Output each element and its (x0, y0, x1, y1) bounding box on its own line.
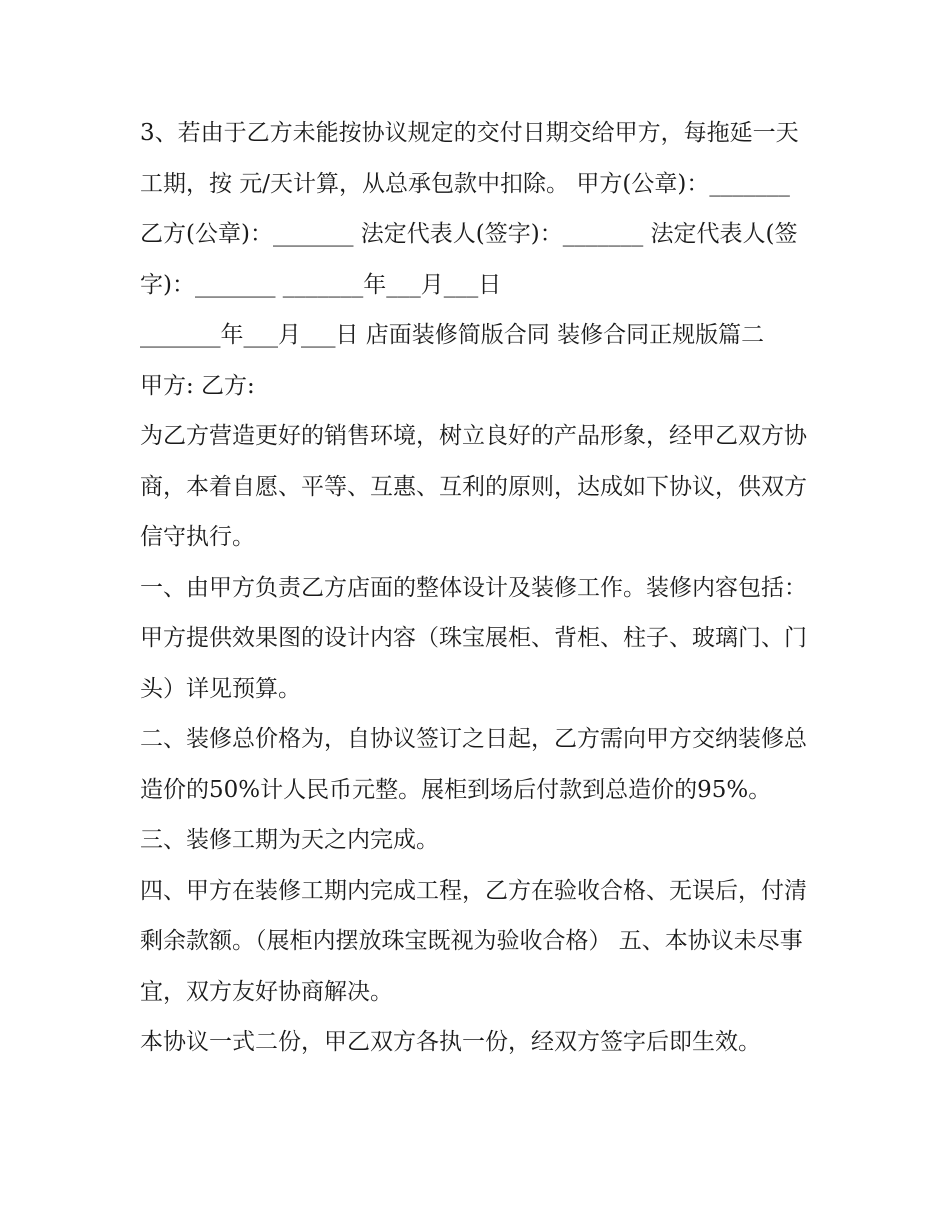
paragraph-clause-four-five: 四、甲方在装修工期内完成工程，乙方在验收合格、无误后，付清剩余款额。（展柜内摆放珠宝既视为验收合格） 五、本协议未尽事宜，双方友好协商解决。 (140, 877, 807, 1005)
paragraph-parties: 甲方: 乙方: (140, 372, 255, 399)
paragraph-copies: 本协议一式二份，甲乙双方各执一份，经双方签字后即生效。 (140, 1029, 761, 1055)
paragraph-preamble: 为乙方营造更好的销售环境，树立良好的产品形象，经甲乙双方协商，本着自愿、平等、互惠、互利的原则，达成如下协议，供双方信守执行。 (140, 423, 807, 550)
paragraph-clause-two-three: 二、装修总价格为，自协议签订之日起，乙方需向甲方交纳装修总造价的50%计人民币元整。展柜到场后付款到总造价的95%。 三、装修工期为天之内完成。 (140, 726, 807, 853)
paragraph-clause-one: 一、由甲方负责乙方店面的整体设计及装修工作。装修内容包括： 甲方提供效果图的设计内容（珠宝展柜、背柜、柱子、玻璃门、门头）详见预算。 (140, 574, 807, 702)
paragraph-date-title: _______年___月___日 店面装修简版合同 装修合同正规版篇二 (140, 322, 765, 348)
paragraph-delay-penalty: 3、若由于乙方未能按协议规定的交付日期交给甲方，每拖延一天工期，按 元/天计算，从总承包款中扣除。 甲方(公章)：_______ (140, 120, 799, 197)
paragraph-signatures: 乙方(公章)：_______ 法定代表人(签字)：_______ 法定代表人(签字)：_______ _______年___月___日 (140, 221, 798, 298)
contract-text (140, 108, 820, 1068)
